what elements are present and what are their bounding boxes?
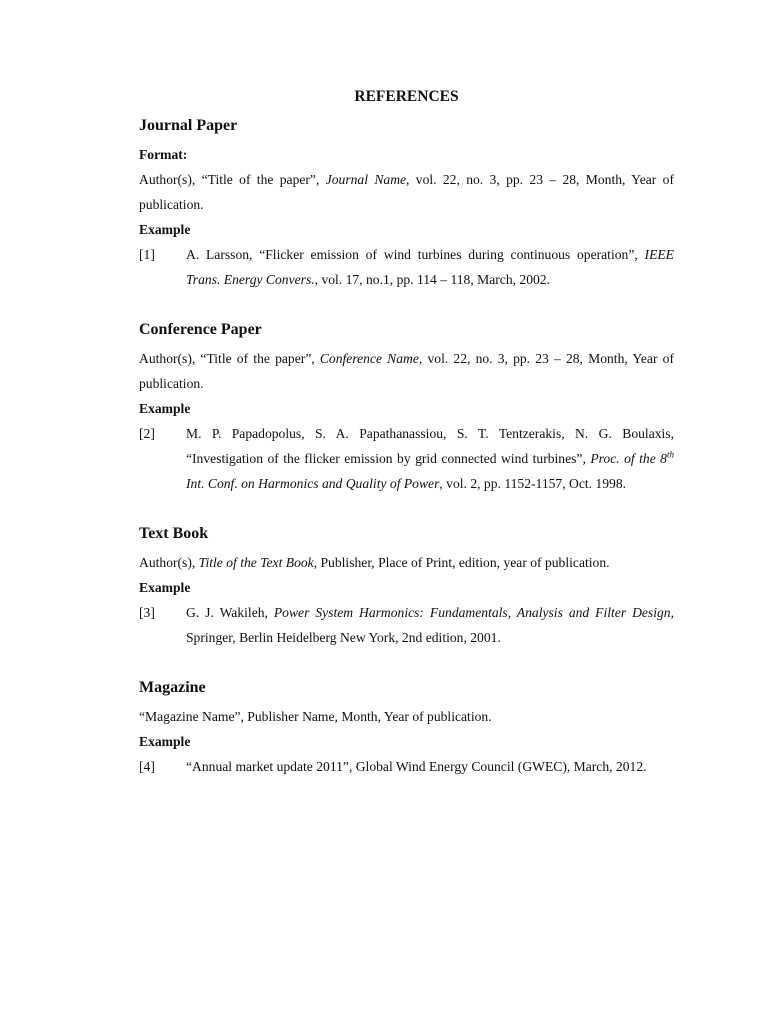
conference-format-part: , vol. 22, no. 3, pp. 23 – 28, Month, Year of publication.	[139, 351, 674, 391]
reference-entry-1	[139, 242, 674, 292]
conference-format-text	[139, 346, 674, 396]
reference-entry-2	[139, 421, 674, 496]
reference-authors-title: M. P. Papadopolus, S. A. Papathanassiou, S. T. Tentzerakis, N. G. Boulaxis, “Investigation of the flicker emission by grid connected wind turbines”,	[186, 426, 674, 466]
proceedings-part: Int. Conf. on Harmonics and Quality of Power	[186, 476, 440, 491]
reference-book-title-italic: Power System Harmonics: Fundamentals, Analysis and Filter Design	[273, 605, 671, 620]
reference-number: [1]	[139, 247, 155, 262]
reference-entry-3	[139, 600, 674, 650]
reference-number: [2]	[139, 426, 155, 441]
page-title: REFERENCES	[354, 88, 459, 105]
reference-entry-4	[139, 754, 674, 779]
textbook-format-part: , Publisher, Place of Print, edition, year of publication.	[313, 555, 610, 570]
reference-details: , Springer, Berlin Heidelberg New York, 2nd edition, 2001.	[186, 605, 674, 645]
reference-number: [3]	[139, 605, 155, 620]
journal-format-part: Author(s), “Title of the paper”,	[139, 172, 326, 187]
textbook-example-label: Example	[139, 580, 191, 595]
conference-paper-section	[139, 318, 674, 496]
textbook-title-italic: Title of the Text Book	[198, 555, 314, 570]
conference-paper-heading: Conference Paper	[139, 321, 262, 338]
conference-name-italic: Conference Name	[319, 351, 419, 366]
journal-paper-heading: Journal Paper	[139, 117, 238, 134]
textbook-format-text	[139, 550, 674, 575]
magazine-format-text: “Magazine Name”, Publisher Name, Month, Year of publication.	[139, 709, 492, 724]
conference-format-part: Author(s), “Title of the paper”,	[139, 351, 320, 366]
reference-text: “Annual market update 2011”, Global Wind Energy Council (GWEC), March, 2012.	[186, 759, 647, 774]
journal-format-text	[139, 167, 674, 217]
journal-format-part: , vol. 22, no. 3, pp. 23 – 28, Month, Year of publication.	[139, 172, 674, 212]
reference-authors: G. J. Wakileh,	[186, 605, 274, 620]
reference-number: [4]	[139, 759, 155, 774]
text-book-heading: Text Book	[139, 525, 209, 542]
journal-example-label: Example	[139, 222, 191, 237]
magazine-example-label: Example	[139, 734, 191, 749]
format-label: Format:	[139, 147, 188, 162]
reference-text	[186, 600, 674, 650]
conference-example-label: Example	[139, 401, 191, 416]
text-book-section	[139, 522, 674, 650]
reference-text	[186, 242, 674, 292]
reference-details: , vol. 2, pp. 1152-1157, Oct. 1998.	[439, 476, 627, 491]
proceedings-part: Proc. of the 8	[590, 451, 667, 466]
magazine-heading: Magazine	[139, 679, 206, 696]
ordinal-superscript: th	[666, 449, 674, 460]
journal-paper-section	[139, 114, 674, 292]
magazine-section	[139, 676, 674, 779]
journal-name-italic: Journal Name	[325, 172, 407, 187]
textbook-format-part: Author(s),	[139, 555, 199, 570]
reference-journal-italic: IEEE Trans. Energy Convers.	[186, 247, 674, 287]
references-page	[139, 86, 674, 779]
reference-authors-title: A. Larsson, “Flicker emission of wind turbines during continuous operation”,	[186, 247, 645, 262]
reference-text	[186, 421, 674, 496]
reference-details: , vol. 17, no.1, pp. 114 – 118, March, 2002.	[314, 272, 550, 287]
